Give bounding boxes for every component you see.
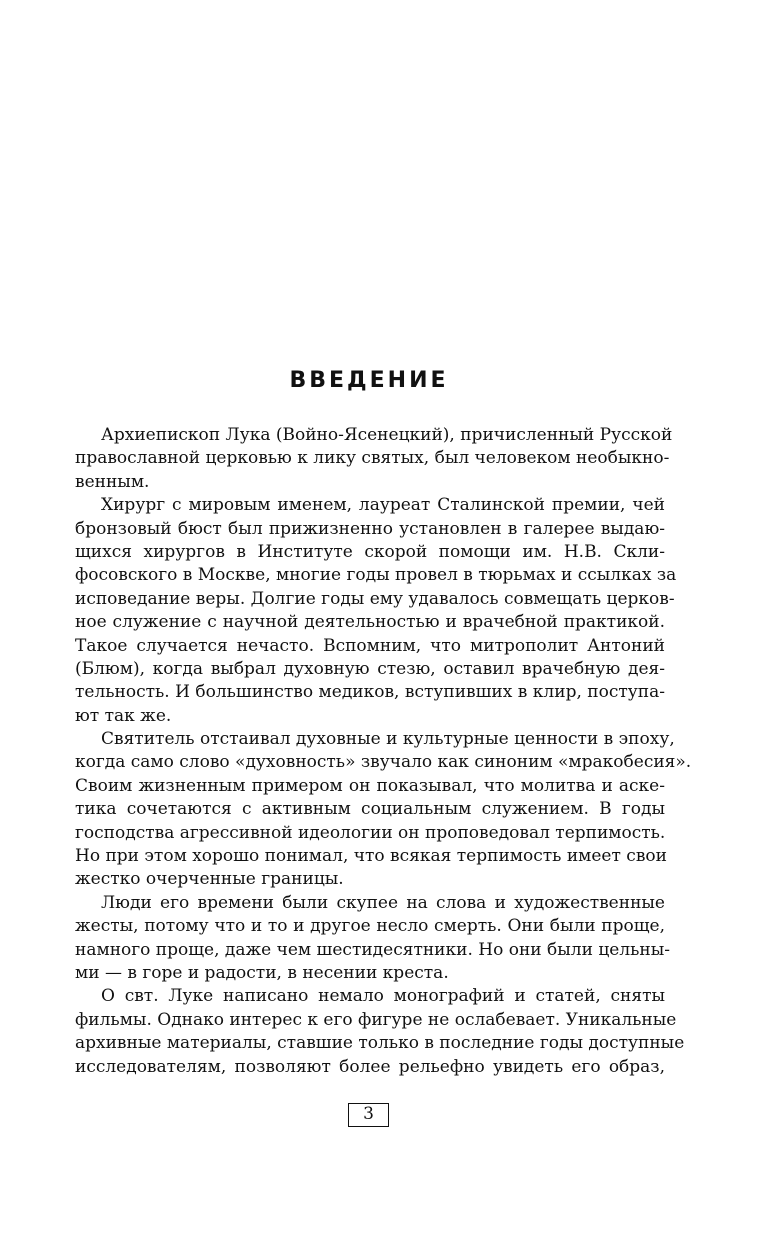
- text-line: намного проще, даже чем шестидесятники. Но они были цельны-: [75, 939, 670, 960]
- text-line: бронзовый бюст был прижизненно установлен в галерее выдаю-: [75, 518, 665, 539]
- chapter-body: [75, 424, 692, 1079]
- text-line: жестко очерченные границы.: [75, 869, 344, 890]
- text-line: Архиепископ Лука (Войно-Ясенецкий), причисленный Русской: [101, 425, 673, 445]
- paragraph-3: [75, 728, 692, 892]
- paragraph-2: [75, 494, 677, 728]
- text-line: (Блюм), когда выбрал духовную стезю, оставил врачебную дея-: [75, 658, 665, 679]
- text-line: Хирург с мировым именем, лауреат Сталинской премии, чей: [101, 495, 665, 516]
- text-line: Но при этом хорошо понимал, что всякая терпимость имеет свои: [75, 846, 667, 867]
- text-line: архивные материалы, ставшие только в последние годы доступные: [75, 1033, 685, 1054]
- paragraph-5: [75, 985, 685, 1079]
- chapter-title: ВВЕДЕНИЕ: [289, 368, 449, 393]
- text-line: щихся хирургов в Институте скорой помощи им. Н.В. Скли-: [75, 541, 665, 562]
- text-line: Такое случается нечасто. Вспомним, что митрополит Антоний: [75, 635, 665, 656]
- text-line: когда само слово «духовность» звучало как синоним «мракобесия».: [75, 752, 692, 773]
- page-number: 3: [348, 1103, 389, 1127]
- paragraph-4: [75, 892, 670, 986]
- text-line: О свт. Луке написано немало монографий и статей, сняты: [101, 986, 665, 1007]
- text-line: Люди его времени были скупее на слова и художественные: [101, 892, 665, 913]
- text-line: православной церковью к лику святых, был человеком необыкно-: [75, 448, 670, 469]
- text-line: ми — в горе и радости, в несении креста.: [75, 962, 449, 983]
- text-line: тельность. И большинство медиков, вступивших в клир, поступа-: [75, 682, 665, 703]
- text-line: ное служение с научной деятельностью и врачебной практикой.: [75, 612, 665, 633]
- text-line: Своим жизненным примером он показывал, что молитва и аске-: [75, 775, 665, 796]
- text-line: жесты, потому что и то и другое несло смерть. Они были проще,: [75, 916, 665, 937]
- text-line: фосовского в Москве, многие годы провел в тюрьмах и ссылках за: [75, 565, 677, 586]
- text-line: Святитель отстаивал духовные и культурные ценности в эпоху,: [101, 729, 675, 750]
- text-line: венным.: [75, 471, 150, 492]
- text-line: исследователям, позволяют более рельефно увидеть его образ,: [75, 1056, 665, 1077]
- text-line: фильмы. Однако интерес к его фигуре не ослабевает. Уникальные: [75, 1009, 677, 1030]
- text-line: господства агрессивной идеологии он проповедовал терпимость.: [75, 822, 666, 843]
- text-line: тика сочетаются с активным социальным служением. В годы: [75, 799, 665, 820]
- paragraph-1: [75, 424, 673, 494]
- text-line: ют так же.: [75, 705, 172, 726]
- text-line: исповедание веры. Долгие годы ему удавалось совмещать церков-: [75, 588, 675, 609]
